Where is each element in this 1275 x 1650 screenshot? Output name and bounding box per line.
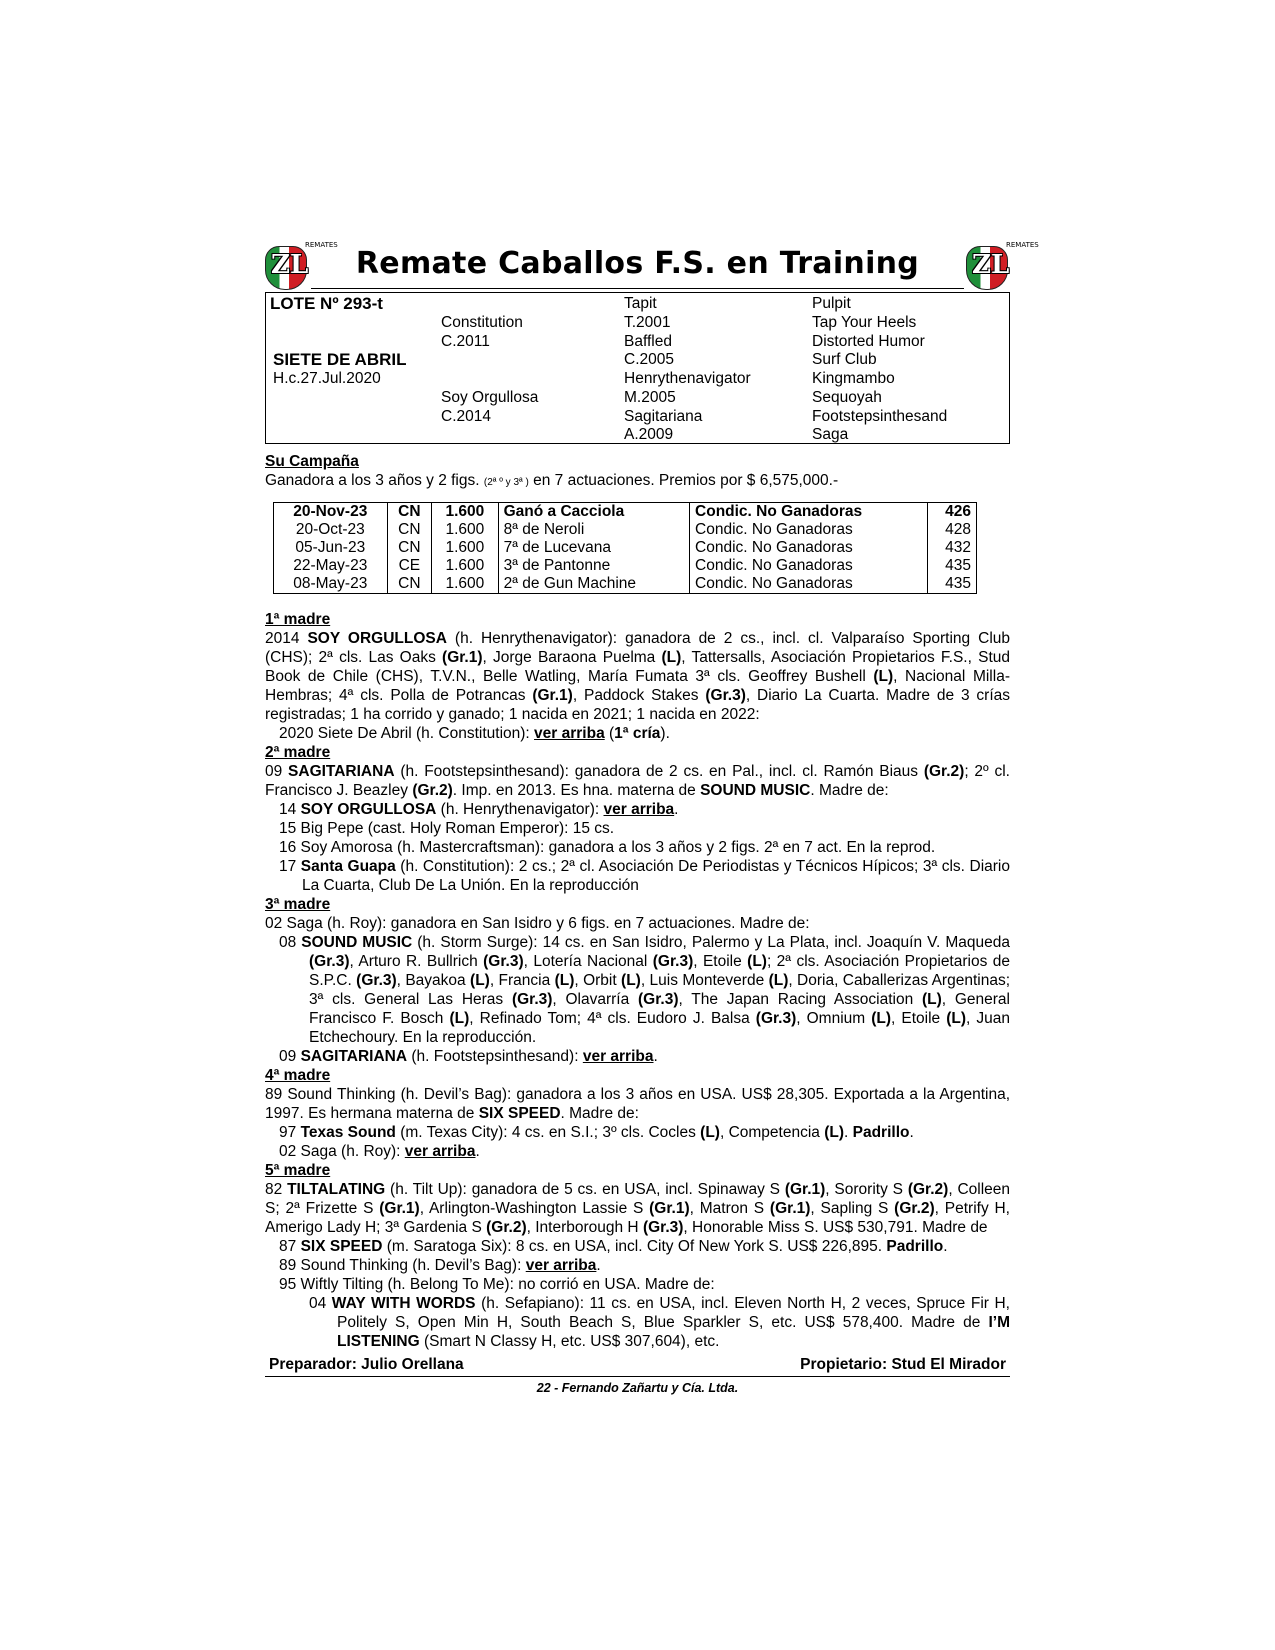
logo-vertical-text: REMATES	[1006, 241, 1039, 249]
race-track: CN	[387, 521, 432, 539]
grandsire-1-info: T.2001	[624, 314, 671, 331]
offspring-entry: 95 Wiftly Tilting (h. Belong To Me): no corrió en USA. Madre de:	[279, 1276, 715, 1293]
granddam-1: Baffled	[624, 333, 672, 350]
race-condition: Condic. No Ganadoras	[690, 503, 928, 522]
dam-1-section	[265, 610, 1010, 743]
race-condition: Condic. No Ganadoras	[690, 521, 928, 539]
race-distance: 1.600	[432, 539, 498, 557]
dam-5-section	[265, 1161, 1010, 1351]
page-title: Remate Caballos F.S. en Training	[355, 246, 920, 281]
cross-reference-link: ver arriba	[525, 1257, 597, 1274]
page-header	[265, 241, 1039, 292]
cross-reference-link: ver arriba	[603, 801, 675, 818]
pedigree-box	[265, 292, 1010, 444]
owner: Propietario: Stud El Mirador	[800, 1356, 1006, 1373]
ggparent: Saga	[812, 426, 849, 443]
race-track: CN	[387, 539, 432, 557]
dam-name: Soy Orgullosa	[441, 389, 539, 406]
sire-info: C.2011	[441, 333, 490, 350]
grandsire-2: Henrythenavigator	[624, 370, 751, 387]
race-result: 7ª de Lucevana	[498, 539, 689, 557]
horse-info: H.c.27.Jul.2020	[273, 370, 381, 387]
dam-paragraph: 89 Sound Thinking (h. Devil’s Bag): ganadora a los 3 años en USA. US$ 28,305. Exportada a la Argentina, 1997. Es hermana materna de SIX SPEED. Madre de:	[265, 1086, 1010, 1122]
ggparent: Pulpit	[812, 295, 851, 312]
dam-paragraph: 02 Saga (h. Roy): ganadora en San Isidro y 6 figs. en 7 actuaciones. Madre de:	[265, 915, 810, 932]
offspring-list	[265, 933, 1010, 1066]
lot-number: LOTE Nº 293-t	[270, 294, 383, 313]
race-track: CE	[387, 557, 432, 575]
ggparent: Surf Club	[812, 351, 877, 368]
ggparent: Sequoyah	[812, 389, 882, 406]
granddam-2-info: A.2009	[624, 426, 674, 443]
dam-heading: 5ª madre	[265, 1162, 331, 1179]
offspring-list	[265, 724, 1010, 743]
dam-paragraph: 2014 SOY ORGULLOSA (h. Henrythenavigator): ganadora de 2 cs., incl. cl. Valparaíso Sporting Club (CHS); 2ª cls. Las Oaks (Gr.1), Jorge Baraona Puelma (L), Tattersalls, Asociación Propietarios F.S., Stud Book de Chile (CHS), T.V.N., Belle Watling, María Fumata 3ª cls. Geoffrey Bushell (L), Nacional Milla-Hembras; 4ª cls. Polla de Potrancas (Gr.1), Paddock Stakes (Gr.3), Diario La Cuarta. Madre de 3 crías registradas; 1 ha corrido y ganado; 1 nacida en 2021; 1 nacida en 2022:	[265, 630, 1011, 723]
offspring-entry: 04 WAY WITH WORDS (h. Sefapiano): 11 cs. en USA, incl. Eleven North H, 2 veces, Spruce Fir H, Politely S, Open Min H, South Beach S, Blue Sparkler S, etc. US$ 578,400. Madre de I’M LISTENING (Smart N Classy H, etc. US$ 307,604), etc.	[309, 1295, 1010, 1350]
ggparent: Footstepsinthesand	[812, 408, 948, 425]
campaign-heading: Su Campaña	[265, 453, 359, 470]
race-date: 20-Nov-23	[293, 503, 368, 520]
dam-heading: 4ª madre	[265, 1067, 331, 1084]
dam-heading: 2ª madre	[265, 744, 331, 761]
race-condition: Condic. No Ganadoras	[690, 539, 928, 557]
race-distance: 1.600	[432, 557, 498, 575]
offspring-list	[265, 1123, 1010, 1161]
dam-sections	[265, 610, 1010, 1351]
race-table	[273, 502, 977, 594]
race-weight: 432	[927, 539, 976, 557]
campaign-placings: (2ª º y 3ª )	[483, 477, 529, 488]
race-condition: Condic. No Ganadoras	[690, 557, 928, 575]
race-weight: 435	[927, 575, 976, 594]
race-distance: 1.600	[432, 575, 498, 594]
dam-3-section	[265, 895, 1010, 1066]
campaign-text: en 7 actuaciones. Premios por $ 6,575,000.-	[528, 472, 839, 489]
granddam-1-info: C.2005	[624, 351, 674, 368]
ggparent: Tap Your Heels	[812, 314, 917, 331]
dam-heading: 3ª madre	[265, 896, 331, 913]
race-condition: Condic. No Ganadoras	[690, 575, 928, 594]
offspring-entry: 15 Big Pepe (cast. Holy Roman Emperor): 15 cs.	[279, 820, 615, 837]
campaign-summary	[265, 471, 1010, 492]
cross-reference-link: ver arriba	[582, 1048, 654, 1065]
sire-name: Constitution	[441, 314, 523, 331]
race-row	[274, 539, 977, 557]
race-row	[274, 503, 977, 522]
race-result: 2ª de Gun Machine	[498, 575, 689, 594]
trainer: Preparador: Julio Orellana	[269, 1356, 464, 1373]
race-row	[274, 521, 977, 539]
dam-paragraph: 82 TILTALATING (h. Tilt Up): ganadora de 5 cs. en USA, incl. Spinaway S (Gr.1), Sorority S (Gr.2), Colleen S; 2ª Frizette S (Gr.1), Arlington-Washington Lassie S (Gr.1), Matron S (Gr.1), Sapling S (Gr.2), Petrify H, Amerigo Lady H; 3ª Gardenia S (Gr.2), Interborough H (Gr.3), Honorable Miss S. US$ 530,791. Madre de	[265, 1181, 1011, 1236]
offspring-entry: 97 Texas Sound (m. Texas City): 4 cs. en S.I.; 3º cls. Cocles (L), Competencia (L). Padrillo.	[279, 1124, 914, 1141]
logo-vertical-text: REMATES	[305, 241, 338, 249]
race-weight: 435	[927, 557, 976, 575]
grandsire-2-info: M.2005	[624, 389, 676, 406]
offspring-entry: 17 Santa Guapa (h. Constitution): 2 cs.; 2ª cl. Asociación De Periodistas y Técnicos Hípicos; 3ª cls. Diario La Cuarta, Club De La Unión. En la reproducción	[279, 858, 1010, 894]
dam-info: C.2014	[441, 408, 491, 425]
race-result: 8ª de Neroli	[498, 521, 689, 539]
offspring-entry: 09 SAGITARIANA (h. Footstepsinthesand): ver arriba.	[279, 1048, 658, 1065]
race-date: 20-Oct-23	[295, 521, 365, 538]
race-distance: 1.600	[432, 521, 498, 539]
dam-paragraph: 09 SAGITARIANA (h. Footstepsinthesand): ganadora de 2 cs. en Pal., incl. cl. Ramón Biaus (Gr.2); 2º cl. Francisco J. Beazley (Gr.2). Imp. en 2013. Es hna. materna de SOUND MUSIC. Madre de:	[265, 763, 1010, 799]
campaign-section	[265, 452, 1010, 492]
cross-reference-link: ver arriba	[404, 1143, 476, 1160]
race-result: 3ª de Pantonne	[498, 557, 689, 575]
offspring-sublist	[265, 1294, 1010, 1351]
catalog-page	[265, 241, 1039, 1395]
race-weight: 426	[927, 503, 976, 522]
granddam-2: Sagitariana	[624, 408, 703, 425]
dam-4-section	[265, 1066, 1010, 1161]
ggparent: Kingmambo	[812, 370, 895, 387]
race-distance: 1.600	[432, 503, 498, 522]
grandsire-1: Tapit	[624, 295, 657, 312]
dam-heading: 1ª madre	[265, 611, 331, 628]
page-footer: 22 - Fernando Zañartu y Cía. Ltda.	[536, 1381, 739, 1395]
header-rule	[311, 288, 964, 289]
race-row	[274, 575, 977, 594]
offspring-list	[265, 1237, 1010, 1294]
offspring-entry: 2020 Siete De Abril (h. Constitution): ver arriba (1ª cría).	[279, 725, 670, 742]
race-track: CN	[387, 575, 432, 594]
horse-name: SIETE DE ABRIL	[273, 350, 407, 369]
logo-letters: ZL	[972, 250, 1010, 280]
race-date: 05-Jun-23	[295, 539, 366, 556]
race-row	[274, 557, 977, 575]
campaign-text: Ganadora a los 3 años y 2 figs.	[265, 472, 484, 489]
offspring-entry: 87 SIX SPEED (m. Saratoga Six): 8 cs. en USA, incl. City Of New York S. US$ 226,895. Padrillo.	[279, 1238, 948, 1255]
logo-letters: ZL	[271, 250, 309, 280]
race-date: 22-May-23	[293, 557, 368, 574]
race-result: Ganó a Cacciola	[498, 503, 689, 522]
offspring-entry: 89 Sound Thinking (h. Devil’s Bag): ver arriba.	[279, 1257, 601, 1274]
lot-footer	[265, 1354, 1010, 1377]
race-track: CN	[387, 503, 432, 522]
offspring-entry: 16 Soy Amorosa (h. Mastercraftsman): ganadora a los 3 años y 2 figs. 2ª en 7 act. En la reprod.	[279, 839, 936, 856]
race-date: 08-May-23	[293, 575, 368, 592]
offspring-list	[265, 800, 1010, 895]
dam-2-section	[265, 743, 1010, 895]
cross-reference-link: ver arriba	[534, 725, 605, 742]
offspring-entry: 14 SOY ORGULLOSA (h. Henrythenavigator): ver arriba.	[279, 801, 679, 818]
offspring-entry: 02 Saga (h. Roy): ver arriba.	[279, 1143, 480, 1160]
offspring-entry: 08 SOUND MUSIC (h. Storm Surge): 14 cs. en San Isidro, Palermo y La Plata, incl. Joaquín V. Maqueda (Gr.3), Arturo R. Bullrich (Gr.3), Lotería Nacional (Gr.3), Etoile (L); 2ª cls. Asociación Propietarios de S.P.C. (Gr.3), Bayakoa (L), Francia (L), Orbit (L), Luis Monteverde (L), Doria, Caballerizas Argentinas; 3ª cls. General Las Heras (Gr.3), Olavarría (Gr.3), The Japan Racing Association (L), General Francisco F. Bosch (L), Refinado Tom; 4ª cls. Eudoro J. Balsa (Gr.3), Omnium (L), Etoile (L), Juan Etchechoury. En la reproducción.	[279, 934, 1011, 1046]
ggparent: Distorted Humor	[812, 333, 925, 350]
remates-logo-right	[966, 241, 1039, 290]
race-weight: 428	[927, 521, 976, 539]
